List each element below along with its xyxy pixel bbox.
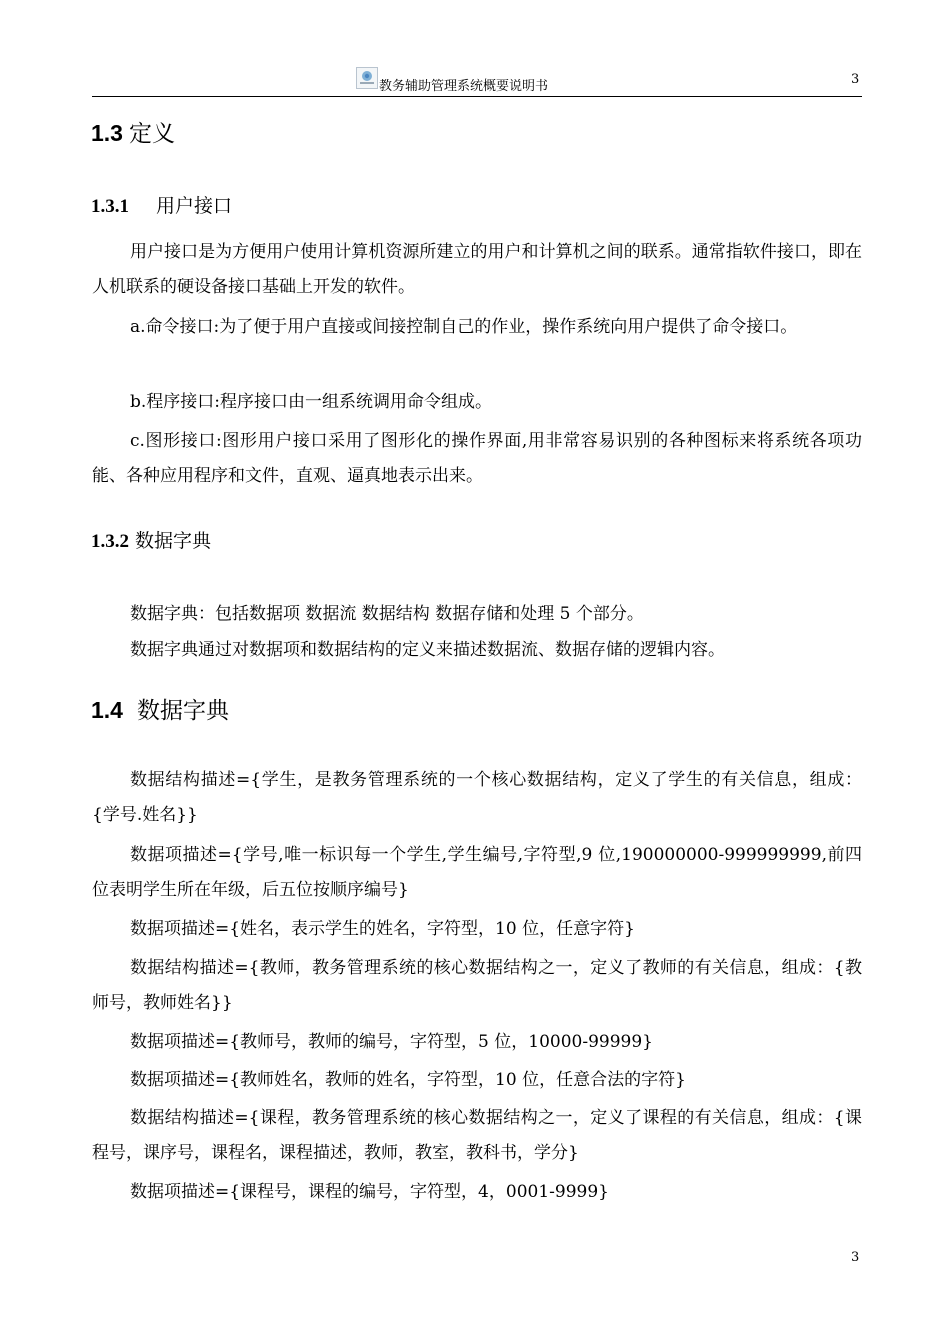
subsection-number: 1.3.1: [91, 196, 129, 217]
subsection-title: 数据字典: [135, 530, 212, 552]
section-number: 1.3: [91, 120, 123, 146]
paragraph-teacher-name-item: 数据项描述={教师姓名，教师的姓名，字符型，10 位，任意合法的字符}: [130, 1070, 686, 1090]
paragraph-course-structure: 数据结构描述={课程，教务管理系统的核心数据结构之一，定义了课程的有关信息，组成：{课程号，课序号，课程名，课程描述，教师，教室，教科书，学分}: [92, 1108, 862, 1163]
section-heading-1-3: [91, 119, 175, 147]
page-header: [0, 66, 950, 100]
footer-page-number: 3: [851, 1250, 860, 1265]
paragraph-command-interface: a.命令接口:为了便于用户直接或间接控制自己的作业，操作系统向用户提供了命令接口。: [130, 317, 798, 337]
subsection-number: 1.3.2: [91, 531, 129, 552]
paragraph-student-structure: 数据结构描述={学生，是教务管理系统的一个核心数据结构，定义了学生的有关信息，组成：{学号.姓名}}: [92, 770, 862, 825]
header-page-number: 3: [851, 72, 860, 87]
paragraph-course-id-item: 数据项描述={课程号，课程的编号，字符型，4，0001-9999}: [130, 1182, 609, 1202]
section-heading-1-4: [91, 696, 229, 724]
paragraph-program-interface: b.程序接口:程序接口由一组系统调用命令组成。: [130, 392, 493, 412]
section-title: 数据字典: [136, 697, 229, 723]
paragraph-data-dictionary-parts: 数据字典：包括数据项 数据流 数据结构 数据存储和处理 5 个部分。: [130, 604, 644, 624]
school-emblem-icon: [356, 67, 378, 89]
section-title: 定义: [128, 120, 175, 146]
paragraph-student-id-item: 数据项描述={学号,唯一标识每一个学生,学生编号,字符型,9 位,190000000-999999999,前四位表明学生所在年级，后五位按顺序编号}: [92, 845, 862, 900]
header-document-title: 教务辅助管理系统概要说明书: [379, 79, 549, 94]
paragraph-teacher-id-item: 数据项描述={教师号，教师的编号，字符型，5 位，10000-99999}: [130, 1032, 653, 1052]
subsection-heading-1-3-2: [91, 529, 211, 554]
paragraph-teacher-structure: 数据结构描述={教师，教务管理系统的核心数据结构之一，定义了教师的有关信息，组成：{教师号，教师姓名}}: [92, 958, 862, 1013]
paragraph-user-interface-intro: 用户接口是为方便用户使用计算机资源所建立的用户和计算机之间的联系。通常指软件接口，即在人机联系的硬设备接口基础上开发的软件。: [92, 242, 862, 297]
paragraph-student-name-item: 数据项描述={姓名，表示学生的姓名，字符型，10 位，任意字符}: [130, 919, 635, 939]
subsection-heading-1-3-1: [91, 194, 232, 219]
subsection-title: 用户接口: [156, 195, 233, 217]
paragraph-data-dictionary-purpose: 数据字典通过对数据项和数据结构的定义来描述数据流、数据存储的逻辑内容。: [130, 640, 725, 660]
paragraph-graphic-interface: c.图形接口:图形用户接口采用了图形化的操作界面,用非常容易识别的各种图标来将系统各项功能、各种应用程序和文件，直观、逼真地表示出来。: [92, 431, 862, 486]
section-number: 1.4: [91, 697, 123, 723]
header-divider: [92, 96, 862, 97]
